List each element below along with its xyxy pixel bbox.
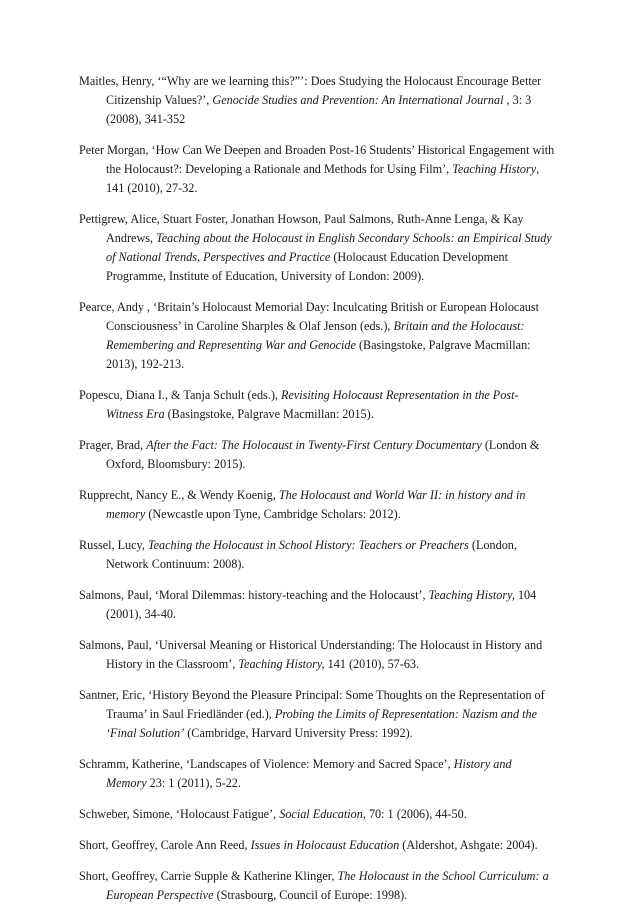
entry-text: (Aldershot, Ashgate: 2004). xyxy=(399,838,538,852)
entry-title: Issues in Holocaust Education xyxy=(250,838,400,852)
entry-text: Popescu, Diana I., & Tanja Schult (eds.), xyxy=(79,388,282,402)
bibliography-entry xyxy=(79,436,555,474)
bibliography-entry xyxy=(79,586,555,624)
entry-title: Teaching History xyxy=(452,162,537,176)
entry-text: Russel, Lucy, xyxy=(79,538,148,552)
bibliography-entry xyxy=(79,141,555,198)
entry-text: (Basingstoke, Palgrave Macmillan: 2013), 192-213. xyxy=(106,338,531,371)
entry-text: 70: 1 (2006), 44-50. xyxy=(365,807,467,821)
entry-text: 23: 1 (2011), 5-22. xyxy=(146,776,241,790)
entry-title: Revisiting Holocaust Representation in the Post-Witness Era xyxy=(106,388,519,421)
entry-text: Peter Morgan, ‘How Can We Deepen and Broaden Post-16 Students’ Historical Engagement with the Holocaust?: Developing a Rationale and Methods for Using Film’, xyxy=(79,143,555,176)
entry-text: Schweber, Simone, ‘Holocaust Fatigue’, xyxy=(79,807,280,821)
entry-title: Teaching about the Holocaust in English Secondary Schools: an Empirical Study of National Trends, Perspectives and Practice xyxy=(106,231,552,264)
entry-text: Salmons, Paul, ‘Universal Meaning or Historical Understanding: The Holocaust in History and History in the Classroom’, xyxy=(79,638,543,671)
entry-text: (Strasbourg, Council of Europe: 1998). xyxy=(213,888,408,902)
bibliography-entry xyxy=(79,636,555,674)
entry-text: (Newcastle upon Tyne, Cambridge Scholars: 2012). xyxy=(145,507,401,521)
bibliography-entry xyxy=(79,686,555,743)
bibliography-entry xyxy=(79,486,555,524)
entry-text: Short, Geoffrey, Carrie Supple & Katherine Klinger, xyxy=(79,869,338,883)
bibliography-entry xyxy=(79,536,555,574)
entry-text: Prager, Brad, xyxy=(79,438,147,452)
entry-title: Britain and the Holocaust: Remembering and Representing War and Genocide xyxy=(106,319,525,352)
entry-text: Short, Geoffrey, Carole Ann Reed, xyxy=(79,838,251,852)
bibliography-entry xyxy=(79,836,555,855)
entry-text: Santner, Eric, ‘History Beyond the Pleasure Principal: Some Thoughts on the Representation of Trauma’ in Saul Friedländer (ed.), xyxy=(79,688,545,721)
bibliography-entry xyxy=(79,72,555,129)
entry-text: (Basingstoke, Palgrave Macmillan: 2015). xyxy=(164,407,374,421)
entry-text: (Cambridge, Harvard University Press: 1992). xyxy=(184,726,413,740)
bibliography-entry xyxy=(79,867,555,905)
entry-text: , 141 (2010), 27-32. xyxy=(106,162,540,195)
bibliography-entry xyxy=(79,755,555,793)
entry-text: 141 (2010), 57-63. xyxy=(324,657,420,671)
entry-title: Social Education, xyxy=(279,807,366,821)
entry-text: Pettigrew, Alice, Stuart Foster, Jonathan Howson, Paul Salmons, Ruth-Anne Lenga, & Kay Andrews, xyxy=(79,212,524,245)
entry-text: (Holocaust Education Development Programme, Institute of Education, University of London: 2009). xyxy=(106,250,508,283)
entry-title: Teaching the Holocaust in School History: Teachers or Preachers xyxy=(147,538,469,552)
entry-title: The Holocaust in the School Curriculum: a European Perspective xyxy=(106,869,549,902)
bibliography-list xyxy=(79,72,555,917)
bibliography-entry xyxy=(79,386,555,424)
entry-title: Teaching History, xyxy=(238,657,325,671)
entry-title: History and Memory xyxy=(106,757,512,790)
entry-title: Teaching History, xyxy=(428,588,515,602)
entry-text: (London, Network Continuum: 2008). xyxy=(106,538,517,571)
bibliography-entry xyxy=(79,298,555,374)
entry-title: Genocide Studies and Prevention: An International Journal xyxy=(212,93,504,107)
entry-text: Pearce, Andy , ‘Britain’s Holocaust Memorial Day: Inculcating British or European Holocaust Consciousness’ in Caroline Sharples & Olaf Jenson (eds.), xyxy=(79,300,539,333)
entry-title: Probing the Limits of Representation: Nazism and the ‘Final Solution’ xyxy=(106,707,538,740)
bibliography-entry xyxy=(79,805,555,824)
entry-title: After the Fact: The Holocaust in Twenty-First Century Documentary xyxy=(146,438,482,452)
entry-text: Maitles, Henry, ‘“Why are we learning this?”’: Does Studying the Holocaust Encourage Better Citizenship Values?’, xyxy=(79,74,542,107)
entry-text: (London & Oxford, Bloomsbury: 2015). xyxy=(106,438,540,471)
entry-text: Schramm, Katherine, ‘Landscapes of Violence: Memory and Sacred Space’, xyxy=(79,757,454,771)
entry-text: , 3: 3 (2008), 341-352 xyxy=(106,93,532,126)
entry-text: 104 (2001), 34-40. xyxy=(106,588,537,621)
entry-text: Rupprecht, Nancy E., & Wendy Koenig, xyxy=(79,488,279,502)
entry-title: The Holocaust and World War II: in history and in memory xyxy=(106,488,526,521)
bibliography-entry xyxy=(79,210,555,286)
entry-text: Salmons, Paul, ‘Moral Dilemmas: history-teaching and the Holocaust’, xyxy=(79,588,429,602)
